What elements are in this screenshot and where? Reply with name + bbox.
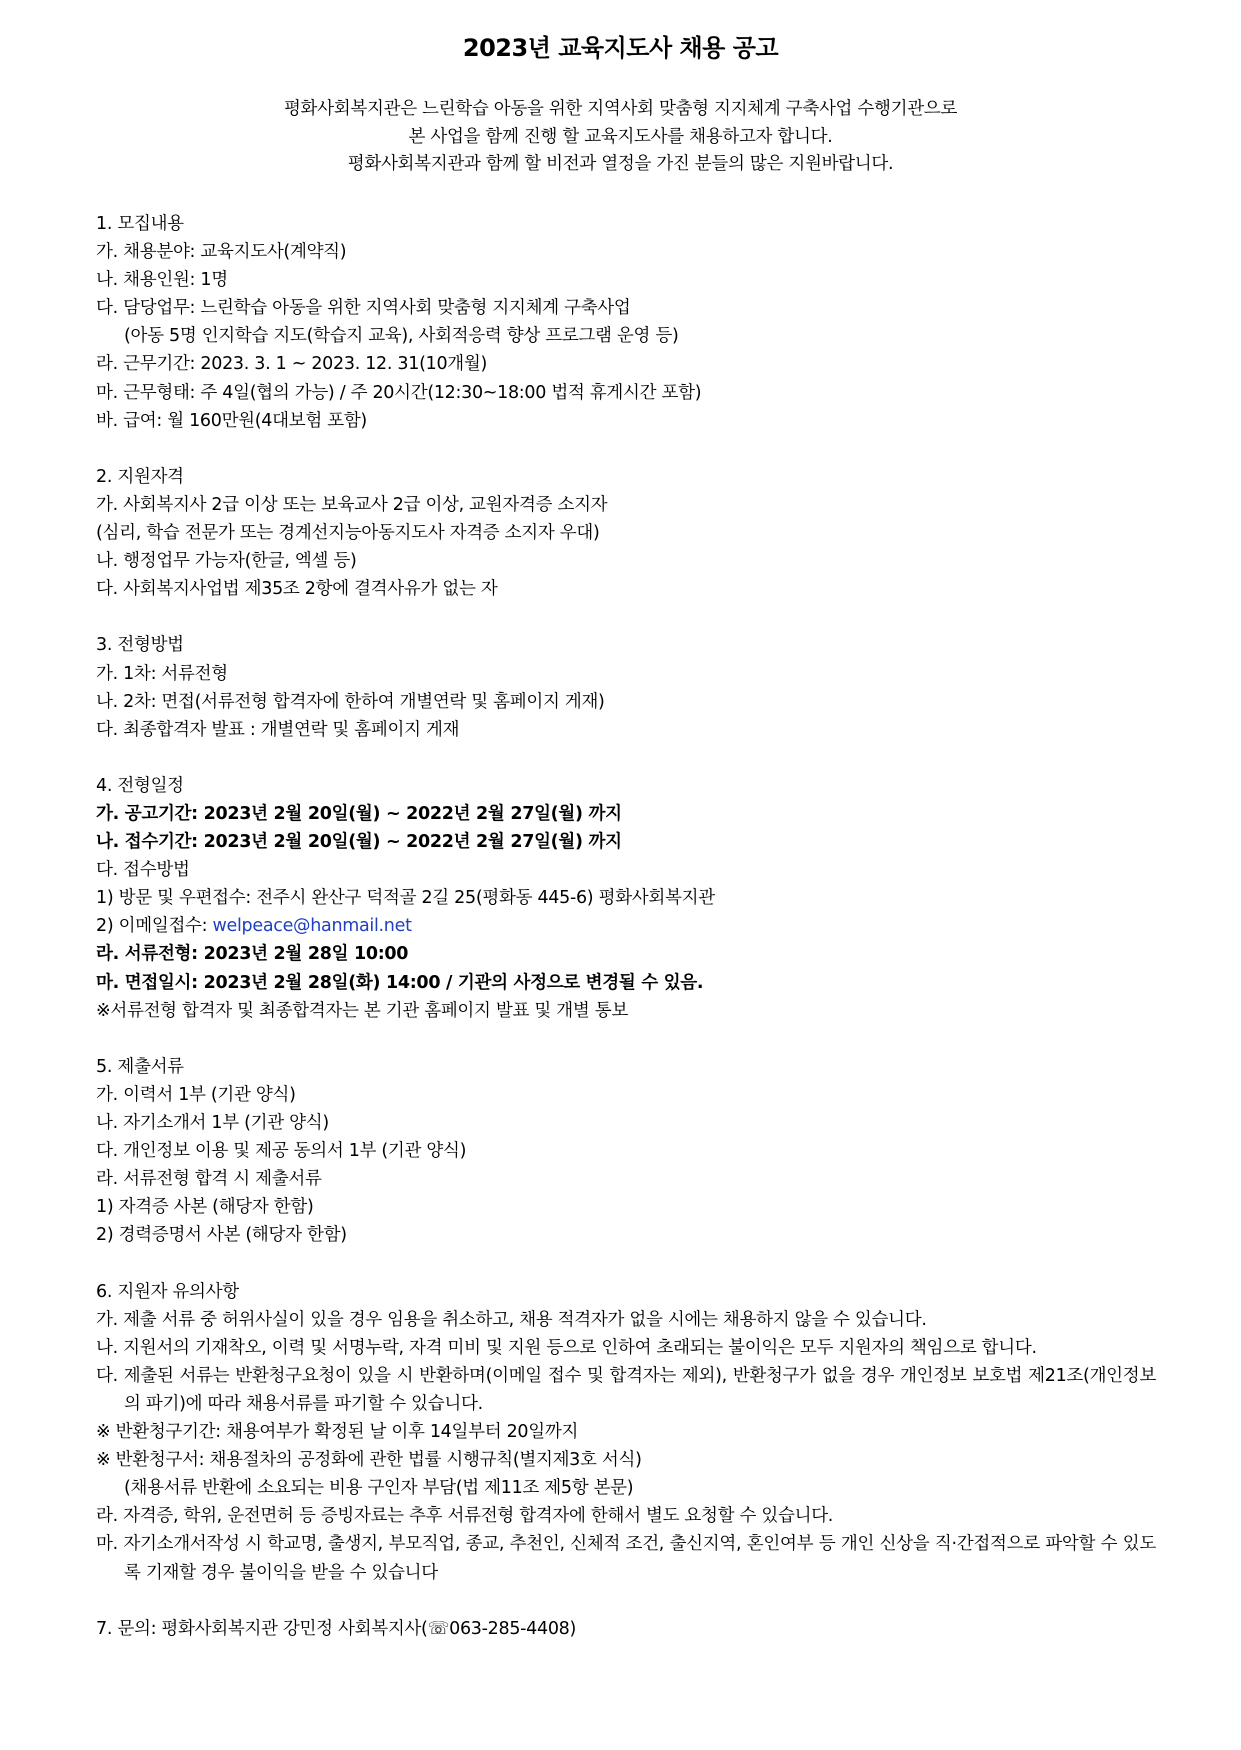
list-item: 나. 자기소개서 1부 (기관 양식) <box>96 1113 329 1133</box>
list-item: 마. 근무형태: 주 4일(협의 가능) / 주 20시간(12:30~18:00 법적 휴게시간 포함) <box>96 382 702 403</box>
email-label: 2) 이메일접수: <box>96 916 213 937</box>
list-item: 라. 자격증, 학위, 운전면허 등 증빙자료는 추후 서류전형 합격자에 한해서 별도 요청할 수 있습니다. <box>96 1506 834 1527</box>
list-item: (심리, 학습 전문가 또는 경계선지능아동지도사 자격증 소지자 우대) <box>96 523 600 544</box>
list-item: 1) 자격증 사본 (해당자 한함) <box>96 1197 314 1218</box>
list-item: 가. 채용분야: 교육지도사(계약직) <box>96 242 347 263</box>
section-heading-documents: 5. 제출서류 <box>96 1056 184 1077</box>
intro-line: 본 사업을 함께 진행 할 교육지도사를 채용하고자 합니다. <box>408 126 833 147</box>
section-heading-selection: 3. 전형방법 <box>96 635 184 656</box>
list-item: 다. 접수방법 <box>96 860 190 881</box>
contact-info: 7. 문의: 평화사회복지관 강민정 사회복지사(☏063-285-4408) <box>96 1618 577 1639</box>
section-heading-qualification: 2. 지원자격 <box>96 466 184 487</box>
list-item: 가. 이력서 1부 (기관 양식) <box>96 1084 296 1105</box>
list-item: 다. 최종합격자 발표 : 개별연락 및 홈페이지 게재 <box>96 719 460 740</box>
list-item-interview: 마. 면접일시: 2023년 2월 28일(화) 14:00 / 기관의 사정으로 변경될 수 있음. <box>96 972 704 993</box>
list-item: 나. 채용인원: 1명 <box>96 270 228 291</box>
list-item-document-screening: 라. 서류전형: 2023년 2월 28일 10:00 <box>96 944 409 965</box>
list-item: 나. 행정업무 가능자(한글, 엑셀 등) <box>96 551 357 572</box>
list-item: 다. 사회복지사업법 제35조 2항에 결격사유가 없는 자 <box>96 579 498 600</box>
intro-line: 평화사회복지관은 느린학습 아동을 위한 지역사회 맞춤형 지지체계 구축사업 수행기관으로 <box>283 99 958 119</box>
list-item: ※ 반환청구기간: 채용여부가 확정된 날 이후 14일부터 20일까지 <box>96 1422 579 1443</box>
list-item: 다. 담당업무: 느린학습 아동을 위한 지역사회 맞춤형 지지체계 구축사업 <box>96 298 631 319</box>
list-item: 나. 2차: 면접(서류전형 합격자에 한하여 개별연락 및 홈페이지 게재) <box>96 691 605 712</box>
list-item: 2) 경력증명서 사본 (해당자 한함) <box>96 1225 347 1246</box>
page-title: 2023년 교육지도사 채용 공고 <box>462 34 779 62</box>
list-item: 바. 급여: 월 160만원(4대보험 포함) <box>96 410 367 431</box>
list-item: 가. 제출 서류 중 허위사실이 있을 경우 임용을 취소하고, 채용 적격자가 없을 시에는 채용하지 않을 수 있습니다. <box>96 1309 927 1330</box>
intro-paragraph <box>0 96 1241 179</box>
list-item: 라. 서류전형 합격 시 제출서류 <box>96 1169 322 1190</box>
list-item-application-period: 나. 접수기간: 2023년 2월 20일(월) ~ 2022년 2월 27일(월) 까지 <box>96 832 622 853</box>
list-item: 가. 1차: 서류전형 <box>96 663 228 684</box>
list-item-email-application <box>96 912 1156 940</box>
list-item: 1) 방문 및 우편접수: 전주시 완산구 덕적골 2길 25(평화동 445-6) 평화사회복지관 <box>96 888 715 909</box>
section-heading-schedule: 4. 전형일정 <box>96 775 184 796</box>
email-address[interactable]: welpeace@hanmail.net <box>212 916 412 937</box>
list-item: (아동 5명 인지학습 지도(학습지 교육), 사회적응력 향상 프로그램 운영 등) <box>124 326 679 347</box>
list-item-notice-period: 가. 공고기간: 2023년 2월 20일(월) ~ 2022년 2월 27일(월) 까지 <box>96 803 622 824</box>
list-item: 다. 개인정보 이용 및 제공 동의서 1부 (기관 양식) <box>96 1141 467 1162</box>
intro-line: 평화사회복지관과 함께 할 비전과 열정을 가진 분들의 많은 지원바랍니다. <box>347 154 894 174</box>
list-item: 라. 근무기간: 2023. 3. 1 ~ 2023. 12. 31(10개월) <box>96 354 488 375</box>
list-item: ※ 반환청구서: 채용절차의 공정화에 관한 법률 시행규칙(별지제3호 서식) <box>96 1450 642 1471</box>
section-heading-recruitment: 1. 모집내용 <box>96 214 184 234</box>
document-body <box>96 210 1156 1643</box>
list-item: 다. 제출된 서류는 반환청구요청이 있을 시 반환하며(이메일 접수 및 합격자는 제외), 반환청구가 없을 경우 개인정보 보호법 제21조(개인정보의 파기)에 따라 채용서류를 파기할 수 있습니다. <box>96 1365 1156 1414</box>
section-heading-notes: 6. 지원자 유의사항 <box>96 1281 239 1302</box>
list-item: (채용서류 반환에 소요되는 비용 구인자 부담(법 제11조 제5항 본문) <box>124 1478 634 1499</box>
list-item-note: ※서류전형 합격자 및 최종합격자는 본 기관 홈페이지 발표 및 개별 통보 <box>96 1000 628 1021</box>
list-item: 나. 지원서의 기재착오, 이력 및 서명누락, 자격 미비 및 지원 등으로 인하여 초래되는 불이익은 모두 지원자의 책임으로 합니다. <box>96 1337 1037 1358</box>
list-item: 가. 사회복지사 2급 이상 또는 보육교사 2급 이상, 교원자격증 소지자 <box>96 494 608 515</box>
list-item: 마. 자기소개서작성 시 학교명, 출생지, 부모직업, 종교, 추천인, 신체적 조건, 출신지역, 혼인여부 등 개인 신상을 직·간접적으로 파악할 수 있도록 기재할 경우 불이익을 받을 수 있습니다 <box>96 1534 1156 1583</box>
